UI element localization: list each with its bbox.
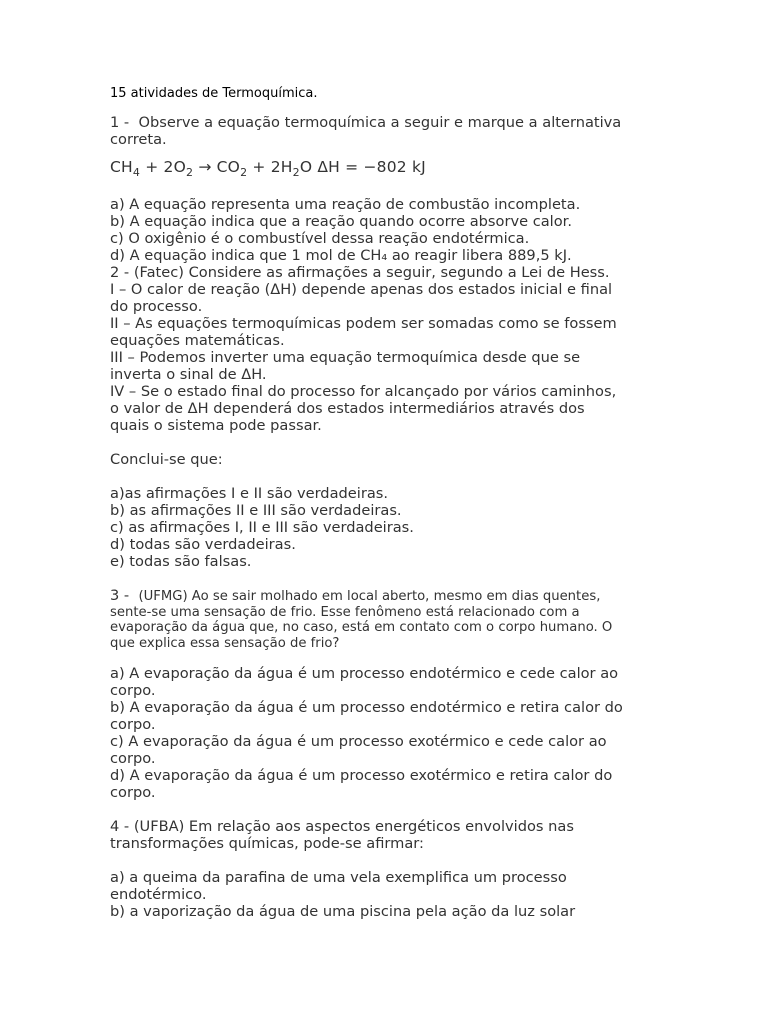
- question-2-line-9: o valor de ΔH dependerá dos estados intermediários através dos: [110, 400, 585, 417]
- question-3-text-line-4: que explica essa sensação de frio?: [110, 635, 340, 651]
- question-2-line-4: II – As equações termoquímicas podem ser somadas como se fossem: [110, 315, 617, 332]
- question-1-text-line-2: correta.: [110, 131, 167, 148]
- question-1-option-d: d) A equação indica que 1 mol de CH₄ ao reagir libera 889,5 kJ.: [110, 247, 572, 264]
- question-4-line-1: 4 - (UFBA) Em relação aos aspectos energéticos envolvidos nas: [110, 818, 574, 836]
- question-4-option-a: a) a queima da parafina de uma vela exemplifica um processo: [110, 869, 567, 887]
- question-2-option-a: a)as afirmações I e II são verdadeiras.: [110, 485, 389, 502]
- question-3-option-c-cont: corpo.: [110, 750, 156, 768]
- question-3-option-d-cont: corpo.: [110, 784, 156, 802]
- question-2-line-10: quais o sistema pode passar.: [110, 417, 322, 434]
- question-2-line-6: III – Podemos inverter uma equação termoquímica desde que se: [110, 349, 581, 366]
- question-1-option-b: b) A equação indica que a reação quando ocorre absorve calor.: [110, 213, 572, 230]
- question-2-option-b: b) as afirmações II e III são verdadeiras.: [110, 502, 402, 519]
- question-1-option-a: a) A equação representa uma reação de combustão incompleta.: [110, 196, 581, 213]
- question-4-option-a-cont: endotérmico.: [110, 886, 207, 904]
- question-3-text-line-3: evaporação da água que, no caso, está em contato com o corpo humano. O: [110, 620, 613, 636]
- question-1: [110, 114, 670, 264]
- question-2-line-5: equações matemáticas.: [110, 332, 285, 349]
- question-3-text-line-1: (UFMG) Ao se sair molhado em local aberto, mesmo em dias quentes,: [138, 589, 601, 604]
- question-1-number: 1 -: [110, 114, 130, 131]
- question-2-option-e: e) todas são falsas.: [110, 553, 252, 570]
- thermochemical-equation: $CH_4 + 2O_2 \to CO_2 + 2H_2O$ ΔH = −802 kJ: [110, 158, 426, 179]
- question-3-number: 3 -: [110, 587, 139, 604]
- question-3-option-b-cont: corpo.: [110, 716, 156, 734]
- document-page: [110, 86, 670, 920]
- question-1-text-line-1: Observe a equação termoquímica a seguir e marque a alternativa: [138, 114, 622, 131]
- question-1-option-c: c) O oxigênio é o combustível dessa reação endotérmica.: [110, 230, 530, 247]
- question-4: [110, 818, 670, 920]
- question-2-line-7: inverta o sinal de ΔH.: [110, 366, 267, 383]
- question-3-text-line-2: sente-se uma sensação de frio. Esse fenômeno está relacionado com a: [110, 604, 580, 620]
- question-4-option-b: b) a vaporização da água de uma piscina pela ação da luz solar: [110, 903, 576, 921]
- question-3-option-d: d) A evaporação da água é um processo exotérmico e retira calor do: [110, 767, 613, 785]
- question-2-conclusion: Conclui-se que:: [110, 451, 223, 468]
- question-2: [110, 264, 670, 570]
- question-2-line-1: 2 - (Fatec) Considere as afirmações a seguir, segundo a Lei de Hess.: [110, 264, 610, 281]
- question-3: [110, 587, 670, 801]
- question-3-option-a: a) A evaporação da água é um processo endotérmico e cede calor ao: [110, 665, 619, 683]
- question-2-line-2: I – O calor de reação (ΔH) depende apenas dos estados inicial e final: [110, 281, 613, 298]
- question-2-line-3: do processo.: [110, 298, 203, 315]
- question-2-line-8: IV – Se o estado final do processo for alcançado por vários caminhos,: [110, 383, 617, 400]
- question-2-option-c: c) as afirmações I, II e III são verdadeiras.: [110, 519, 414, 536]
- question-3-option-a-cont: corpo.: [110, 682, 156, 700]
- question-2-option-d: d) todas são verdadeiras.: [110, 536, 296, 553]
- question-3-option-b: b) A evaporação da água é um processo endotérmico e retira calor do: [110, 699, 623, 717]
- document-title: 15 atividades de Termoquímica.: [110, 86, 318, 101]
- question-4-line-2: transformações químicas, pode-se afirmar:: [110, 835, 424, 853]
- question-3-option-c: c) A evaporação da água é um processo exotérmico e cede calor ao: [110, 733, 607, 751]
